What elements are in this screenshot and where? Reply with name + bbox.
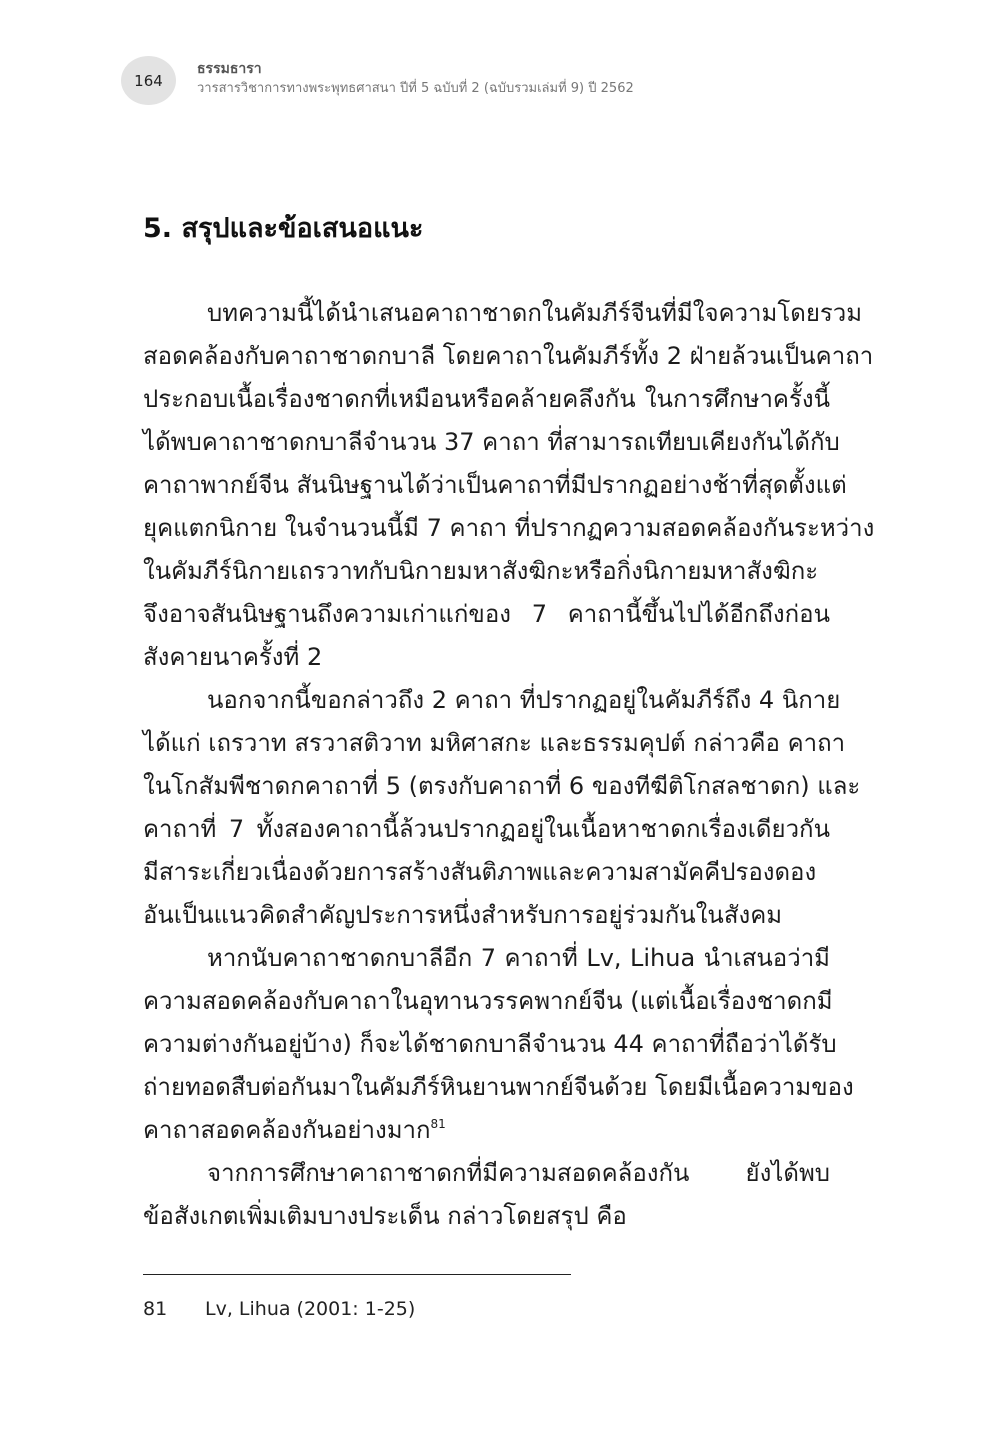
paragraph-line: ถ่ายทอดสืบต่อกันมาในคัมภีร์หินยานพากย์จีนด้วย โดยมีเนื้อความของ	[143, 1073, 854, 1101]
journal-header	[197, 62, 634, 95]
paragraph-line: จากการศึกษาคาถาชาดกที่มีความสอดคล้องกัน ยังได้พบ	[207, 1159, 830, 1187]
paragraph-line: ในโกสัมพีชาดกคาถาที่ 5 (ตรงกับคาถาที่ 6 ของทีฆีติโกสลชาดก) และ	[143, 772, 861, 800]
section-heading: 5. สรุปและข้อเสนอแนะ	[143, 213, 424, 244]
paragraph-line: สอดคล้องกับคาถาชาดกบาลี โดยคาถาในคัมภีร์ทั้ง 2 ฝ่ายล้วนเป็นคาถา	[143, 342, 874, 370]
paragraph-line: บทความนี้ได้นำเสนอคาถาชาดกในคัมภีร์จีนที่มีใจความโดยรวม	[207, 299, 863, 327]
footnote-number: 81	[143, 1298, 168, 1320]
paragraph-line: คาถาที่ 7 ทั้งสองคาถานี้ล้วนปรากฏอยู่ในเนื้อหาชาดกเรื่องเดียวกัน	[143, 815, 830, 843]
paragraph-line: อันเป็นแนวคิดสำคัญประการหนึ่งสำหรับการอยู่ร่วมกันในสังคม	[143, 901, 783, 929]
journal-subtitle: วารสารวิชาการทางพระพุทธศาสนา ปีที่ 5 ฉบับที่ 2 (ฉบับรวมเล่มที่ 9) ปี 2562	[197, 81, 634, 96]
paragraph-line: ข้อสังเกตเพิ่มเติมบางประเด็น กล่าวโดยสรุป คือ	[143, 1202, 627, 1230]
paragraph-line: ได้พบคาถาชาดกบาลีจำนวน 37 คาถา ที่สามารถเทียบเคียงกันได้กับ	[143, 428, 840, 456]
paragraph-line: นอกจากนี้ขอกล่าวถึง 2 คาถา ที่ปรากฏอยู่ในคัมภีร์ถึง 4 นิกาย	[207, 686, 841, 714]
paragraph-line: หากนับคาถาชาดกบาลีอีก 7 คาถาที่ Lv, Lihua นำเสนอว่ามี	[207, 944, 830, 972]
paragraph-line: ความต่างกันอยู่บ้าง) ก็จะได้ชาดกบาลีจำนวน 44 คาถาที่ถือว่าได้รับ	[143, 1030, 837, 1058]
paragraph-line	[143, 1118, 830, 1142]
footnote-text: Lv, Lihua (2001: 1-25)	[205, 1298, 416, 1320]
footnote	[143, 1298, 415, 1320]
paragraph-line: ได้แก่ เถรวาท สรวาสติวาท มหิศาสกะ และธรรมคุปต์ กล่าวคือ คาถา	[143, 729, 846, 757]
paragraph-line: สังคายนาครั้งที่ 2	[143, 643, 323, 671]
paragraph-line: ในคัมภีร์นิกายเถรวาทกับนิกายมหาสังฆิกะหรือกิ่งนิกายมหาสังฆิกะ	[143, 557, 819, 585]
paragraph-line: มีสาระเกี่ยวเนื่องด้วยการสร้างสันติภาพและความสามัคคีปรองดอง	[143, 858, 817, 886]
paragraph-line: ความสอดคล้องกับคาถาในอุทานวรรคพากย์จีน (แต่เนื้อเรื่องชาดกมี	[143, 987, 833, 1015]
journal-title: ธรรมธารา	[197, 61, 262, 77]
footnote-reference[interactable]: 81	[430, 1117, 446, 1131]
page-number-badge	[121, 56, 176, 105]
paragraph-line: ประกอบเนื้อเรื่องชาดกที่เหมือนหรือคล้ายคลึงกัน ในการศึกษาครั้งนี้	[143, 385, 830, 413]
footnote-divider	[143, 1274, 571, 1275]
paragraph-line: คาถาพากย์จีน สันนิษฐานได้ว่าเป็นคาถาที่มีปรากฏอย่างช้าที่สุดตั้งแต่	[143, 471, 847, 499]
page-number: 164	[134, 71, 163, 90]
paragraph-line: จึงอาจสันนิษฐานถึงความเก่าแก่ของ 7 คาถานี้ขึ้นไปได้อีกถึงก่อน	[143, 600, 830, 628]
paragraph-line: ยุคแตกนิกาย ในจำนวนนี้มี 7 คาถา ที่ปรากฏความสอดคล้องกันระหว่าง	[143, 514, 875, 542]
paragraph-line-text: คาถาสอดคล้องกันอย่างมาก	[143, 1116, 431, 1144]
